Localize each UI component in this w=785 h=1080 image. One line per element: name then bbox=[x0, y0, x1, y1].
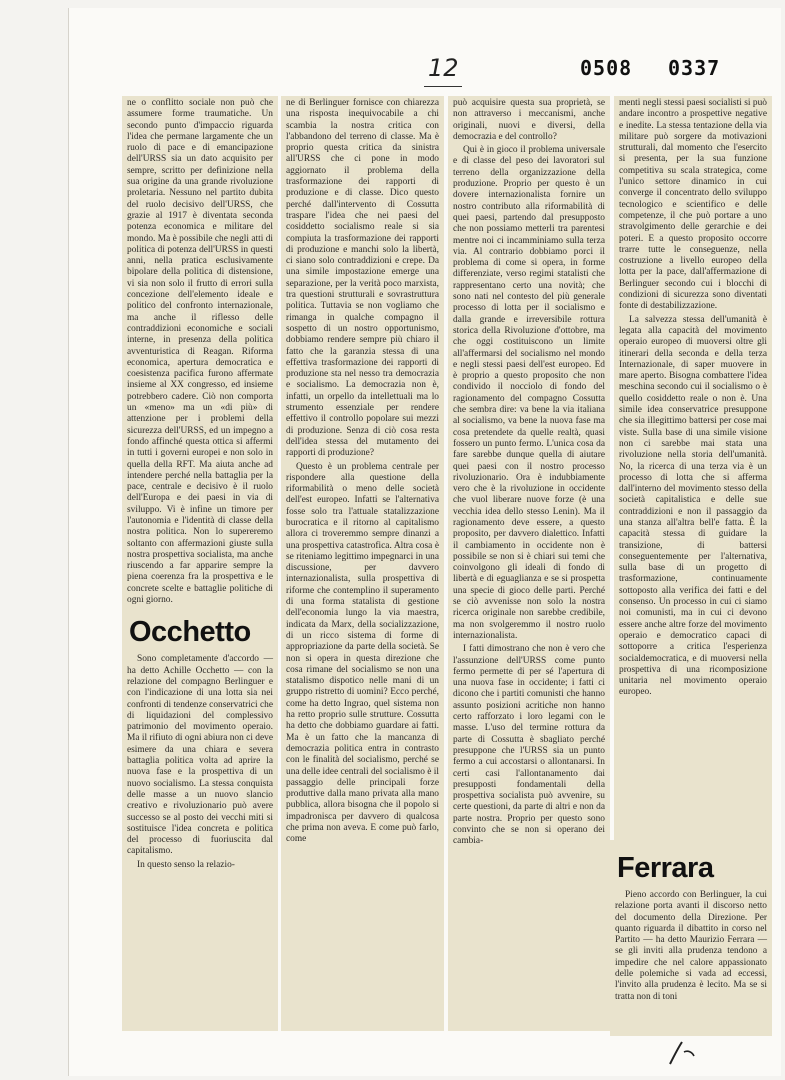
paragraph: menti negli stessi paesi socialisti si può andare incontro a prospettive negative e inedite. La stessa tentazione della via militare può sorgere da motivazioni strutturali, dal momento che l'esercito si presenta, per la sua funzione competitiva su scala strategica, come l'unico settore dinamico in cui converge il concentrato dello sviluppo tecnologico e scientifico e delle competenze, il che può portare a uno stravolgimento delle gerarchie e dei poteri. E a questo proposito occorre trarre tutte le conseguenze, nella costruzione a livello europeo della lotta per la pace, dall'affermazione di Berlinguer secondo cui i blocchi di condizioni di sicurezza sono diventati fonte di destabilizzazione. bbox=[619, 98, 767, 312]
paragraph: può acquisire questa sua proprietà, se non attraverso i meccanismi, anche originali, nuovi e diversi, della democrazia e del controllo? bbox=[453, 98, 605, 142]
paragraph: ne o conflitto sociale non può che assumere forme traumatiche. Un secondo punto d'impaccio riguarda l'idea che permane largamente che un ruolo di pace e di emancipazione dell'URSS sia un dato acquisito per sempre, scritto per definizione nella sua origine da una grande rivoluzione proletaria. Nessuno nel partito dubita del ruolo decisivo dell'URSS, che grazie al 1917 è diventata seconda potenza economica e militare del mondo. Ma è possibile che negli atti di politica di potenza dell'URSS in questi anni, nella pratica esclusivamente bipolare della politica di distensione, vi sia non solo il frutto di errori sulla concezione dell'elemento ideale e politico del confronto internazionale, ma anche il riflesso delle contraddizioni economiche e sociali interne, in presenza della politica avventuristica di Reagan. Riforma economica, apertura democratica e coesistenza pacifica furono affermate insieme al XX congresso, ed insieme potrebbero cadere. Ciò non comporta un «meno» ma un «di più» di attenzione per i problemi della sicurezza dell'URSS, ed un impegno a fondo affinché questa ottica si affermi in tutti i governi europei e non solo in quella della RFT. Ma aiuta anche ad intendere perché nella battaglia per la pace, centrale e decisivo è il ruolo dell'Europa e dei paesi in via di sviluppo. Vi è infine un timore per l'autonomia e l'identità di classe della nostra politica. Non lo supereremo soltanto con affermazioni giuste sulla nostra prospettiva socialista, ma anche riuscendo a far apparire sempre la piena coerenza fra la prospettiva e le concrete scelte e battaglie politiche di ogni giorno. bbox=[127, 98, 273, 606]
handwritten-mark-icon bbox=[664, 1038, 704, 1068]
article-column-1 bbox=[122, 96, 278, 1031]
handwritten-page-number: 12 bbox=[428, 54, 459, 82]
article-column-3 bbox=[448, 96, 610, 1031]
archive-code-1: 0508 bbox=[580, 56, 633, 80]
article-column-2 bbox=[281, 96, 444, 1031]
paragraph: I fatti dimostrano che non è vero che l'assunzione dell'URSS come punto fermo permette di per sé l'apertura di una nuova fase in occidente; i fatti ci dicono che i partiti comunisti che hanno assunto posizioni acritiche non hanno certo rafforzato i loro legami con le masse. L'uso del termine rottura da parte di Cossutta è sbagliato perché presuppone che l'URSS sia un punto fermo a cui accostarsi o allontanarsi. In certi casi l'allontanamento dai presupposti fondamentali della prospettiva socialista può avvenire, su certe questioni, da parte di altri e non da parte nostra. Proprio per questo sono convinto che se non si operano dei cambia- bbox=[453, 644, 605, 847]
section-heading-ferrara: Ferrara bbox=[617, 852, 714, 884]
paragraph: Sono completamente d'accordo — ha detto Achille Occhetto — con la relazione del compagno Berlinguer e con l'indicazione di una lotta sia nei confronti di tendenze conservatrici che di liquidazioni del complessivo patrimonio del movimento operaio. Ma il rifiuto di ogni abiura non ci deve esimere da una chiara e severa battaglia politica volta ad aprire la nuova fase e la prospettiva di un nuovo socialismo. La stessa conquista delle masse a un nuovo slancio creativo e rivoluzionario può avere successo se al posto dei vecchi miti si sostituisce l'idea concreta e politica del processo di fuoriuscita dal capitalismo. bbox=[127, 654, 273, 857]
paragraph: ne di Berlinguer fornisce con chiarezza una risposta inequivocabile a chi scambia la nostra critica con l'abbandono del terreno di classe. Ma è proprio questa critica da sinistra all'URSS che ci pone in modo aggiornato il problema della trasformazione dei rapporti di produzione e di classe. Dico questo perché dall'intervento di Cossutta traspare l'idea che nei paesi del cosiddetto socialismo reale si sia compiuta la trasformazione dei rapporti di produzione e manchi solo la libertà, ci siano solo contraddizioni e crepe. Da una simile impostazione emerge una separazione, per la verità poco marxista, tra questioni strutturali e sovrastruttura politica. Tuttavia se non vogliamo che rimanga in qualche compagno il sospetto di un nostro opportunismo, dobbiamo rendere sempre più chiaro il fatto che la garanzia stessa di una effettiva trasformazione dei rapporti di produzione sta nel nesso tra democrazia e socialismo. La democrazia non è, infatti, un orpello da intellettuali ma lo strumento essenziale per rendere effettivo il controllo popolare sui mezzi di produzione. Senza di ciò cosa resta dell'idea stessa del mutamento dei rapporti di produzione? bbox=[286, 98, 439, 459]
archive-code-2: 0337 bbox=[668, 56, 721, 80]
paragraph: Pieno accordo con Berlinguer, la cui relazione porta avanti il discorso netto del documento della Direzione. Per quanto riguarda il dibattito in corso nel Partito — ha detto Maurizio Ferrara — se gli inviti alla prudenza tendono a impedire che nel calore appassionato delle polemiche si vada ad eccessi, l'invito alla prudenza è lecito. Ma se si tratta non di toni bbox=[615, 890, 767, 1002]
paragraph: Questo è un problema centrale per rispondere alla questione della riformabilità o meno delle società dell'est europeo. Infatti se l'alternativa fosse solo tra l'attuale statalizzazione burocratica e il ritorno al capitalismo allora ci troveremmo sempre dinanzi a una prospettiva catastrofica. Altra cosa è se riteniamo legittimo impegnarci in una discussione, per davvero internazionalista, sulla prospettiva di riforme che contemplino il superamento di una forma statalista di gestione dell'economia lungo la via maestra, indicata da Marx, della socializzazione, di un ricco sistema di forme di appropriazione da parte della società. Se non si opera in questa direzione che cosa rimane del socialismo se non una statalismo dispotico nelle mani di un gruppo ristretto di uomini? Ecco perché, come ha detto Ingrao, quel sistema non ha retto proprio sulle strutture. Cossutta ha detto che dobbiamo guardare ai fatti. Ma è un fatto che la mancanza di democrazia politica entra in contrasto con le finalità del socialismo, perché se una delle idee centrali del socialismo è il passaggio delle principali forze produttive dalla mano privata alla mano pubblica, allora bisogna che il popolo si impadronisca per davvero di qualcosa che prima non aveva. E come può farlo, come bbox=[286, 461, 439, 845]
section-heading-occhetto: Occhetto bbox=[129, 616, 251, 649]
article-column-5 bbox=[610, 840, 772, 1036]
page-number-underline bbox=[424, 86, 462, 87]
paragraph: Qui è in gioco il problema universale e di classe del peso dei lavoratori sul terreno della organizzazione della produzione. Proprio per questo è un dovere internazionalista fornire un nostro contributo alla riformabilità di quei paesi, partendo dal presupposto che non possiamo metterli tra parentesi mentre noi ci incamminiamo sulla terza via. Al contrario dobbiamo porci il problema di come si opera, in forme differenziate, verso regimi statalisti che rappresentano certo una novità; che sono nati nel contesto del più generale processo di lotta per il socialismo e dalla grande e irreversibile rottura storica della Rivoluzione d'ottobre, ma che oggi costituiscono un limite all'affermarsi del socialismo nel mondo e negli stessi paesi dell'est europeo. Ed è proprio a questo proposito che non condivido il nocciolo di fondo del ragionamento del compagno Cossutta che sembra dire: va bene la via italiana al socialismo, va bene la nuova fase ma cosa pretendete da quelle realtà, quasi fossero un punto fermo. L'unica cosa da fare sarebbe dunque quella di aiutare quei paesi con il nostro processo rivoluzionario. Ora è indubbiamente vero che è la rivoluzione in occidente che vuol liberare nuove forze (è una vecchia idea dello stesso Lenin). Ma il ragionamento deve essere, a questo proposito, per davvero dialettico. Infatti il cambiamento in occidente non è possibile se non si è chiari sui temi che coinvolgono gli ideali di fondo di libertà e di eguaglianza e se si prospetta una specie di gioco delle parti. Perché se ciò avvenisse non solo la nostra ricerca originale non sarebbe credibile, ma non svolgeremmo il nostro ruolo internazionalista. bbox=[453, 145, 605, 641]
paragraph: In questo senso la relazio- bbox=[137, 859, 235, 870]
paragraph: La salvezza stessa dell'umanità è legata alla capacità del movimento operaio europeo di muoversi oltre gli itinerari della seconda e della terza Internazionale, di saper muovere in mare aperto. Bisogna combattere l'idea meschina secondo cui il socialismo o è quello cosiddetto reale o non è. Una simile idea conservatrice presuppone che sia illegittimo battersi per cose mai viste. Sulla base di una simile visione non ci sarebbe mai stata una rivoluzione nella storia dell'umanità. No, la ricerca di una terza via è un processo di lotta che si afferma dall'interno del movimento stesso della società capitalistica e delle sue contraddizioni e non il passaggio da una stanza all'altra bell'e fatta. È la capacità stessa di guidare la transizione, di battersi conseguentemente per l'alternativa, sulla base di un progetto di trasformazione, continuamente sottoposto alla verifica dei fatti e del consenso. Un processo in cui ci siamo noi comunisti, ma in cui ci devono essere anche altre forze del movimento operaio e democratico capaci di sottoporre a critica l'esperienza socialdemocratica, e di muoversi nella prospettiva di una ricomposizione unitaria nel movimento operaio europeo. bbox=[619, 314, 767, 698]
article-column-4 bbox=[614, 96, 772, 914]
